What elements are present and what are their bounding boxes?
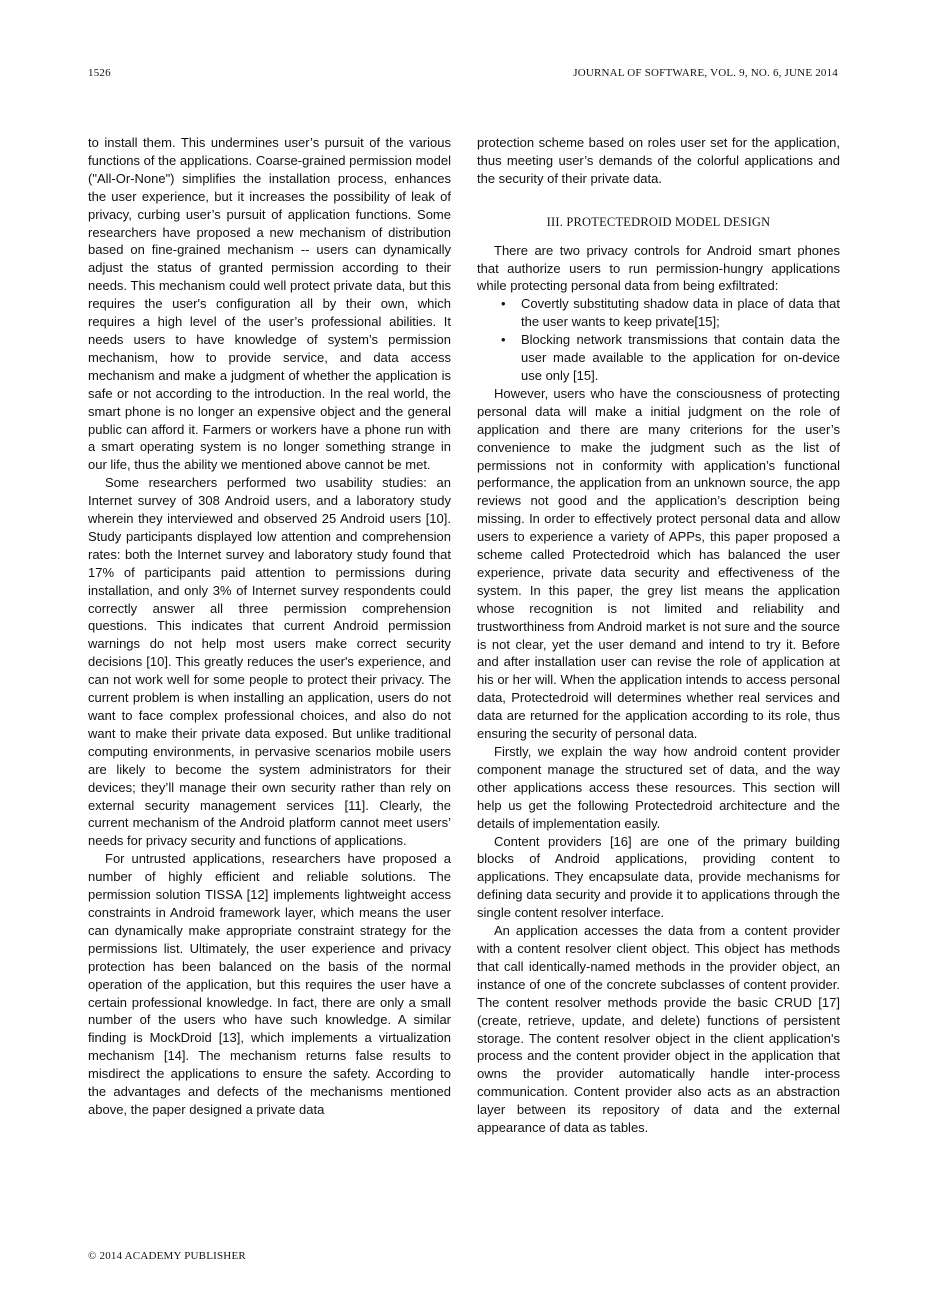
paragraph: Content providers [16] are one of the primary building blocks of Android applications, providing content to applications. They encapsulate data, provide mechanisms for defining data security and provide it to applications through the single content resolver interface. bbox=[477, 833, 840, 921]
paragraph: to install them. This undermines user’s pursuit of the various functions of the applications. Coarse-grained permission model ("All-Or-None") simplifies the installation process, enhances the user experience, but it increases the possibility of leak of privacy, curbing user’s pursuit of application functions. Some researchers have proposed a new mechanism of distribution based on fine-grained mechanism -- users can dynamically adjust the status of granted permission according to their needs. This mechanism could well protect private data, but this requires the user's configuration all by their own, which requires a high level of the user’s professional abilities. It needs users to have knowledge of system’s permission mechanism, how to provide service, and data access mechanism and make a judgment of whether the application is safe or not according to the introduction. In the real world, the smart phone is no longer an expensive object and the general public can afford it. Farmers or workers have a phone run with a smart operating system is no longer something strange in our life, thus the ability we mentioned above cannot be met. bbox=[88, 135, 451, 473]
paragraph: For untrusted applications, researchers have proposed a number of highly efficient and reliable solutions. The permission solution TISSA [12] implements lightweight access constraints in Android framework layer, which means the user can dynamically make appropriate constraint strategy for the permissions list. Ultimately, the user experience and privacy protection has been balanced on the basis of the normal operation of the application, but this requires the user have a certain professional knowledge. In fact, there are only a small number of the users who have such knowledge. A similar finding is MockDroid [13], which implements a virtualization mechanism [14]. The mechanism returns false results to misdirect the applications to ensure the safety. According to the advantages and defects of the mechanisms mentioned above, the paper designed a private data bbox=[88, 851, 451, 1117]
list-item bbox=[501, 331, 840, 385]
paragraph: Firstly, we explain the way how android content provider component manage the structured set of data, and the way other applications access these resources. This section will help us get the following Protectedroid architecture and the details of implementation easily. bbox=[477, 744, 840, 831]
bullet-list bbox=[477, 295, 840, 385]
paragraph: However, users who have the consciousness of protecting personal data will make a initial judgment on the role of application and there are many criterions for the user’s convenience to make the judgment such as the list of permissions not in conformity with application’s functional performance, the application from an unknown source, the app reviews not good and the application’s description being missing. In order to effectively protect personal data and allow users to experience a variety of APPs, this paper proposed a scheme called Protectedroid which has balanced the user experience, private data security and effectiveness of the system. In this paper, the grey list means the application whose recognition is not limited and reliability and trustworthiness from Android market is not sure and the source is not clear, yet the user demand and intend to try it. Before and after installation user can revise the role of application at his or her will. When the application intends to access personal data, Protectedroid will determines whether real services and data are returned for the application according to its role, thus ensuring the security of personal data. bbox=[477, 385, 840, 742]
paragraph: protection scheme based on roles user set for the application, thus meeting user’s demands of the colorful applications and the security of their private data. bbox=[477, 135, 840, 186]
list-item-text: Blocking network transmissions that contain data the user made available to the application for on-device use only [15]. bbox=[521, 332, 840, 383]
left-column bbox=[88, 134, 451, 1119]
paragraph: Some researchers performed two usability studies: an Internet survey of 308 Android users, and a laboratory study wherein they interviewed and observed 25 Android users [10]. Study participants displayed low attention and comprehension rates: both the Internet survey and laboratory study found that 17% of participants paid attention to permissions during installation, and only 3% of Internet survey respondents could correctly answer all three permission comprehension questions. This indicates that current Android permission warnings do not help most users make correct security decisions [10]. This greatly reduces the user's experience, and can not work well for some people to protect their privacy. The current problem is when installing an application, users do not want to face complex professional choices, and also do not want to make their private data exposed. But unlike traditional computing environments, in pervasive scenarios mobile users are likely to become the system administrators for their devices; they’ll manage their own security rather than rely on external security management services [11]. Clearly, the current mechanism of the Android platform cannot meet users’ needs for privacy security and functions of applications. bbox=[88, 475, 451, 849]
list-item-text: Covertly substituting shadow data in place of data that the user wants to keep private[15]; bbox=[521, 296, 840, 330]
copyright-footer: © 2014 ACADEMY PUBLISHER bbox=[88, 1250, 246, 1262]
bullet-icon: • bbox=[501, 296, 506, 312]
bullet-icon: • bbox=[501, 332, 506, 348]
page-number: 1526 bbox=[88, 67, 111, 79]
journal-header: JOURNAL OF SOFTWARE, VOL. 9, NO. 6, JUNE 2014 bbox=[573, 67, 838, 79]
section-heading: III. PROTECTEDROID MODEL DESIGN bbox=[546, 214, 771, 229]
paragraph: There are two privacy controls for Android smart phones that authorize users to run permission-hungry applications while protecting personal data from being exfiltrated: bbox=[477, 242, 840, 294]
paragraph: An application accesses the data from a content provider with a content resolver client object. This object has methods that call identically-named methods in the provider object, an instance of one of the concrete subclasses of content provider. The content resolver methods provide the basic CRUD [17] (create, retrieve, update, and delete) functions of persistent storage. The content resolver object in the client application's process and the content provider object in the application that owns the provider automatically handle inter-process communication. Content provider also acts as an abstraction layer between its repository of data and the external appearance of data as tables. bbox=[477, 923, 840, 1136]
right-column bbox=[477, 134, 840, 1137]
list-item bbox=[501, 295, 840, 331]
